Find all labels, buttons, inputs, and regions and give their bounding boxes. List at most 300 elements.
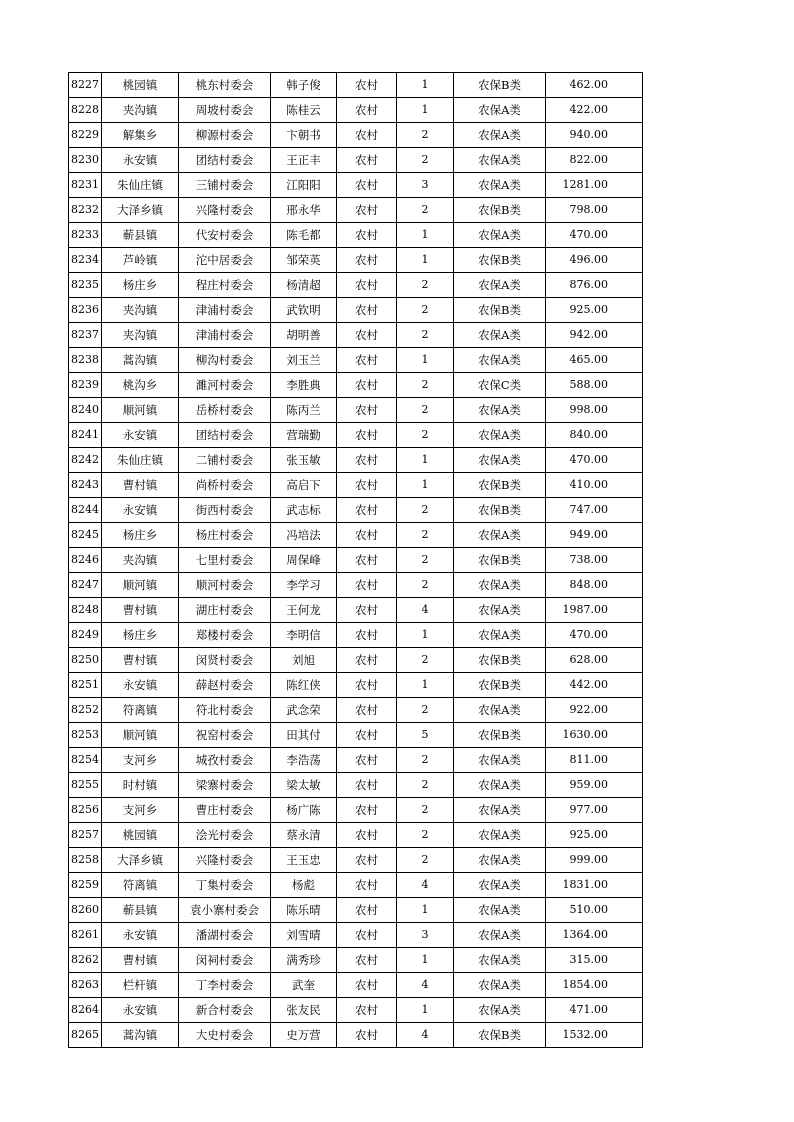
cell-row-number: 8248 <box>69 598 102 623</box>
cell-name: 刘玉兰 <box>271 348 337 373</box>
cell-area-type: 农村 <box>337 248 397 273</box>
cell-village-committee: 津浦村委会 <box>179 323 271 348</box>
table-row <box>69 823 643 848</box>
cell-insurance-category: 农保B类 <box>454 198 546 223</box>
cell-area-type: 农村 <box>337 823 397 848</box>
cell-name: 陈红侠 <box>271 673 337 698</box>
cell-household-count: 2 <box>397 573 454 598</box>
cell-village-committee: 浍光村委会 <box>179 823 271 848</box>
cell-village-committee: 柳源村委会 <box>179 123 271 148</box>
cell-row-number: 8263 <box>69 973 102 998</box>
cell-village-committee: 祝窑村委会 <box>179 723 271 748</box>
cell-row-number: 8247 <box>69 573 102 598</box>
cell-amount: 940.00 <box>546 123 643 148</box>
cell-area-type: 农村 <box>337 1023 397 1048</box>
cell-name: 王玉忠 <box>271 848 337 873</box>
cell-township: 蒿沟镇 <box>102 1023 179 1048</box>
cell-area-type: 农村 <box>337 773 397 798</box>
table-row <box>69 123 643 148</box>
cell-township: 曹村镇 <box>102 648 179 673</box>
cell-township: 桃园镇 <box>102 73 179 98</box>
cell-township: 蕲县镇 <box>102 898 179 923</box>
cell-row-number: 8257 <box>69 823 102 848</box>
cell-village-committee: 顺河村委会 <box>179 573 271 598</box>
cell-row-number: 8245 <box>69 523 102 548</box>
cell-row-number: 8232 <box>69 198 102 223</box>
cell-village-committee: 尚桥村委会 <box>179 473 271 498</box>
cell-household-count: 1 <box>397 348 454 373</box>
cell-village-committee: 三铺村委会 <box>179 173 271 198</box>
cell-area-type: 农村 <box>337 323 397 348</box>
cell-area-type: 农村 <box>337 698 397 723</box>
cell-name: 邹荣英 <box>271 248 337 273</box>
cell-township: 夹沟镇 <box>102 323 179 348</box>
cell-insurance-category: 农保B类 <box>454 648 546 673</box>
cell-household-count: 2 <box>397 398 454 423</box>
table-row <box>69 723 643 748</box>
cell-township: 支河乡 <box>102 798 179 823</box>
cell-area-type: 农村 <box>337 523 397 548</box>
table-row <box>69 273 643 298</box>
cell-township: 曹村镇 <box>102 598 179 623</box>
cell-insurance-category: 农保A类 <box>454 773 546 798</box>
cell-village-committee: 丁集村委会 <box>179 873 271 898</box>
cell-area-type: 农村 <box>337 898 397 923</box>
cell-insurance-category: 农保A类 <box>454 798 546 823</box>
cell-insurance-category: 农保B类 <box>454 73 546 98</box>
cell-insurance-category: 农保C类 <box>454 373 546 398</box>
cell-row-number: 8251 <box>69 673 102 698</box>
cell-household-count: 3 <box>397 173 454 198</box>
cell-village-committee: 兴隆村委会 <box>179 198 271 223</box>
cell-area-type: 农村 <box>337 98 397 123</box>
cell-area-type: 农村 <box>337 423 397 448</box>
cell-village-committee: 团结村委会 <box>179 148 271 173</box>
cell-village-committee: 梁寨村委会 <box>179 773 271 798</box>
table-row <box>69 373 643 398</box>
cell-household-count: 2 <box>397 848 454 873</box>
cell-amount: 959.00 <box>546 773 643 798</box>
table-row <box>69 1023 643 1048</box>
cell-name: 杨清超 <box>271 273 337 298</box>
cell-amount: 840.00 <box>546 423 643 448</box>
table-row <box>69 423 643 448</box>
cell-village-committee: 二铺村委会 <box>179 448 271 473</box>
cell-amount: 876.00 <box>546 273 643 298</box>
cell-household-count: 2 <box>397 148 454 173</box>
cell-insurance-category: 农保A类 <box>454 573 546 598</box>
cell-amount: 998.00 <box>546 398 643 423</box>
cell-household-count: 1 <box>397 473 454 498</box>
cell-area-type: 农村 <box>337 573 397 598</box>
cell-amount: 747.00 <box>546 498 643 523</box>
cell-amount: 410.00 <box>546 473 643 498</box>
cell-insurance-category: 农保B类 <box>454 298 546 323</box>
table-row <box>69 773 643 798</box>
table-row <box>69 298 643 323</box>
cell-insurance-category: 农保A类 <box>454 948 546 973</box>
cell-insurance-category: 农保B类 <box>454 473 546 498</box>
cell-area-type: 农村 <box>337 998 397 1023</box>
cell-village-committee: 兴隆村委会 <box>179 848 271 873</box>
cell-row-number: 8244 <box>69 498 102 523</box>
cell-row-number: 8256 <box>69 798 102 823</box>
cell-village-committee: 闵贤村委会 <box>179 648 271 673</box>
cell-row-number: 8235 <box>69 273 102 298</box>
table-row <box>69 248 643 273</box>
table-row <box>69 623 643 648</box>
table-row <box>69 98 643 123</box>
cell-insurance-category: 农保A类 <box>454 173 546 198</box>
cell-amount: 1831.00 <box>546 873 643 898</box>
cell-household-count: 2 <box>397 523 454 548</box>
cell-amount: 1630.00 <box>546 723 643 748</box>
table-row <box>69 448 643 473</box>
cell-row-number: 8252 <box>69 698 102 723</box>
cell-township: 符离镇 <box>102 873 179 898</box>
cell-area-type: 农村 <box>337 73 397 98</box>
cell-village-committee: 大史村委会 <box>179 1023 271 1048</box>
cell-township: 蕲县镇 <box>102 223 179 248</box>
cell-township: 桃园镇 <box>102 823 179 848</box>
cell-row-number: 8258 <box>69 848 102 873</box>
cell-row-number: 8241 <box>69 423 102 448</box>
cell-household-count: 1 <box>397 898 454 923</box>
cell-row-number: 8231 <box>69 173 102 198</box>
table-row <box>69 648 643 673</box>
cell-township: 芦岭镇 <box>102 248 179 273</box>
table-row <box>69 523 643 548</box>
cell-household-count: 2 <box>397 123 454 148</box>
cell-household-count: 3 <box>397 923 454 948</box>
cell-name: 张玉敏 <box>271 448 337 473</box>
cell-area-type: 农村 <box>337 948 397 973</box>
cell-amount: 470.00 <box>546 223 643 248</box>
cell-village-committee: 丁李村委会 <box>179 973 271 998</box>
cell-row-number: 8228 <box>69 98 102 123</box>
cell-village-committee: 城孜村委会 <box>179 748 271 773</box>
cell-row-number: 8259 <box>69 873 102 898</box>
cell-name: 江阳阳 <box>271 173 337 198</box>
cell-insurance-category: 农保B类 <box>454 248 546 273</box>
cell-township: 永安镇 <box>102 998 179 1023</box>
cell-village-committee: 团结村委会 <box>179 423 271 448</box>
cell-name: 武奎 <box>271 973 337 998</box>
cell-amount: 588.00 <box>546 373 643 398</box>
cell-amount: 442.00 <box>546 673 643 698</box>
cell-village-committee: 津浦村委会 <box>179 298 271 323</box>
cell-insurance-category: 农保A类 <box>454 923 546 948</box>
cell-household-count: 2 <box>397 548 454 573</box>
table-row <box>69 748 643 773</box>
cell-row-number: 8243 <box>69 473 102 498</box>
cell-township: 永安镇 <box>102 923 179 948</box>
data-table <box>68 72 643 1048</box>
cell-row-number: 8230 <box>69 148 102 173</box>
cell-name: 陈桂云 <box>271 98 337 123</box>
cell-area-type: 农村 <box>337 848 397 873</box>
cell-name: 陈丙兰 <box>271 398 337 423</box>
cell-insurance-category: 农保A类 <box>454 448 546 473</box>
cell-amount: 811.00 <box>546 748 643 773</box>
cell-row-number: 8249 <box>69 623 102 648</box>
cell-insurance-category: 农保B类 <box>454 723 546 748</box>
table-row <box>69 223 643 248</box>
cell-insurance-category: 农保A类 <box>454 998 546 1023</box>
cell-amount: 496.00 <box>546 248 643 273</box>
cell-name: 胡明善 <box>271 323 337 348</box>
cell-name: 张友民 <box>271 998 337 1023</box>
cell-name: 李学习 <box>271 573 337 598</box>
cell-amount: 977.00 <box>546 798 643 823</box>
cell-amount: 925.00 <box>546 298 643 323</box>
table-row <box>69 398 643 423</box>
cell-household-count: 1 <box>397 948 454 973</box>
cell-row-number: 8246 <box>69 548 102 573</box>
cell-household-count: 1 <box>397 248 454 273</box>
cell-row-number: 8254 <box>69 748 102 773</box>
cell-household-count: 4 <box>397 598 454 623</box>
cell-amount: 1854.00 <box>546 973 643 998</box>
cell-insurance-category: 农保A类 <box>454 623 546 648</box>
cell-name: 卞朝书 <box>271 123 337 148</box>
cell-household-count: 1 <box>397 73 454 98</box>
cell-name: 史万营 <box>271 1023 337 1048</box>
cell-township: 桃沟乡 <box>102 373 179 398</box>
cell-name: 梁太敏 <box>271 773 337 798</box>
cell-row-number: 8255 <box>69 773 102 798</box>
cell-row-number: 8262 <box>69 948 102 973</box>
table-row <box>69 923 643 948</box>
cell-name: 杨广陈 <box>271 798 337 823</box>
cell-name: 冯培法 <box>271 523 337 548</box>
cell-township: 杨庄乡 <box>102 273 179 298</box>
cell-village-committee: 曹庄村委会 <box>179 798 271 823</box>
cell-area-type: 农村 <box>337 123 397 148</box>
table-row <box>69 473 643 498</box>
cell-village-committee: 潘湖村委会 <box>179 923 271 948</box>
cell-name: 李胜典 <box>271 373 337 398</box>
cell-area-type: 农村 <box>337 973 397 998</box>
cell-name: 陈毛都 <box>271 223 337 248</box>
cell-amount: 949.00 <box>546 523 643 548</box>
cell-village-committee: 符北村委会 <box>179 698 271 723</box>
cell-township: 曹村镇 <box>102 473 179 498</box>
cell-amount: 1281.00 <box>546 173 643 198</box>
cell-insurance-category: 农保B类 <box>454 1023 546 1048</box>
cell-household-count: 4 <box>397 973 454 998</box>
cell-amount: 470.00 <box>546 623 643 648</box>
cell-row-number: 8253 <box>69 723 102 748</box>
cell-household-count: 2 <box>397 798 454 823</box>
cell-row-number: 8229 <box>69 123 102 148</box>
cell-amount: 738.00 <box>546 548 643 573</box>
cell-household-count: 2 <box>397 198 454 223</box>
cell-area-type: 农村 <box>337 148 397 173</box>
cell-village-committee: 杨庄村委会 <box>179 523 271 548</box>
cell-village-committee: 岳桥村委会 <box>179 398 271 423</box>
cell-area-type: 农村 <box>337 173 397 198</box>
cell-township: 时村镇 <box>102 773 179 798</box>
table-row <box>69 348 643 373</box>
cell-household-count: 2 <box>397 423 454 448</box>
cell-township: 符离镇 <box>102 698 179 723</box>
cell-township: 顺河镇 <box>102 398 179 423</box>
cell-name: 杨彪 <box>271 873 337 898</box>
cell-township: 夹沟镇 <box>102 298 179 323</box>
table-row <box>69 973 643 998</box>
cell-name: 武念荣 <box>271 698 337 723</box>
cell-insurance-category: 农保A类 <box>454 848 546 873</box>
table-row <box>69 848 643 873</box>
cell-township: 支河乡 <box>102 748 179 773</box>
cell-row-number: 8238 <box>69 348 102 373</box>
table-row <box>69 798 643 823</box>
cell-name: 王何龙 <box>271 598 337 623</box>
cell-amount: 999.00 <box>546 848 643 873</box>
cell-name: 韩子俊 <box>271 73 337 98</box>
cell-village-committee: 濉河村委会 <box>179 373 271 398</box>
cell-insurance-category: 农保B类 <box>454 548 546 573</box>
cell-row-number: 8261 <box>69 923 102 948</box>
cell-household-count: 4 <box>397 873 454 898</box>
cell-name: 满秀珍 <box>271 948 337 973</box>
cell-amount: 628.00 <box>546 648 643 673</box>
cell-insurance-category: 农保A类 <box>454 123 546 148</box>
cell-household-count: 2 <box>397 498 454 523</box>
cell-village-committee: 薛赵村委会 <box>179 673 271 698</box>
cell-amount: 462.00 <box>546 73 643 98</box>
cell-insurance-category: 农保A类 <box>454 698 546 723</box>
cell-area-type: 农村 <box>337 798 397 823</box>
cell-amount: 925.00 <box>546 823 643 848</box>
cell-village-committee: 袁小寨村委会 <box>179 898 271 923</box>
cell-area-type: 农村 <box>337 748 397 773</box>
cell-area-type: 农村 <box>337 348 397 373</box>
cell-area-type: 农村 <box>337 273 397 298</box>
cell-insurance-category: 农保A类 <box>454 598 546 623</box>
cell-row-number: 8242 <box>69 448 102 473</box>
cell-insurance-category: 农保A类 <box>454 398 546 423</box>
table-row <box>69 198 643 223</box>
cell-insurance-category: 农保A类 <box>454 423 546 448</box>
cell-insurance-category: 农保A类 <box>454 973 546 998</box>
table-row <box>69 598 643 623</box>
table-row <box>69 948 643 973</box>
cell-row-number: 8264 <box>69 998 102 1023</box>
cell-insurance-category: 农保A类 <box>454 223 546 248</box>
table-row <box>69 698 643 723</box>
cell-amount: 822.00 <box>546 148 643 173</box>
cell-amount: 510.00 <box>546 898 643 923</box>
table-body <box>69 73 643 1048</box>
cell-household-count: 1 <box>397 223 454 248</box>
cell-amount: 848.00 <box>546 573 643 598</box>
cell-row-number: 8260 <box>69 898 102 923</box>
cell-household-count: 2 <box>397 298 454 323</box>
cell-area-type: 农村 <box>337 298 397 323</box>
cell-township: 杨庄乡 <box>102 623 179 648</box>
cell-village-committee: 沱中居委会 <box>179 248 271 273</box>
cell-amount: 422.00 <box>546 98 643 123</box>
table-row <box>69 573 643 598</box>
table-row <box>69 73 643 98</box>
cell-township: 朱仙庄镇 <box>102 448 179 473</box>
cell-township: 栏杆镇 <box>102 973 179 998</box>
cell-row-number: 8240 <box>69 398 102 423</box>
cell-row-number: 8265 <box>69 1023 102 1048</box>
cell-area-type: 农村 <box>337 648 397 673</box>
cell-household-count: 1 <box>397 623 454 648</box>
cell-area-type: 农村 <box>337 723 397 748</box>
cell-household-count: 2 <box>397 373 454 398</box>
cell-area-type: 农村 <box>337 923 397 948</box>
cell-township: 顺河镇 <box>102 573 179 598</box>
cell-household-count: 2 <box>397 823 454 848</box>
cell-name: 周保峰 <box>271 548 337 573</box>
cell-household-count: 5 <box>397 723 454 748</box>
cell-name: 陈乐晴 <box>271 898 337 923</box>
cell-village-committee: 代安村委会 <box>179 223 271 248</box>
cell-row-number: 8237 <box>69 323 102 348</box>
cell-name: 邢永华 <box>271 198 337 223</box>
cell-name: 田其付 <box>271 723 337 748</box>
cell-township: 曹村镇 <box>102 948 179 973</box>
cell-township: 永安镇 <box>102 498 179 523</box>
cell-amount: 315.00 <box>546 948 643 973</box>
cell-insurance-category: 农保A类 <box>454 748 546 773</box>
cell-insurance-category: 农保A类 <box>454 898 546 923</box>
cell-area-type: 农村 <box>337 223 397 248</box>
cell-amount: 465.00 <box>546 348 643 373</box>
cell-amount: 1987.00 <box>546 598 643 623</box>
cell-township: 朱仙庄镇 <box>102 173 179 198</box>
cell-village-committee: 柳沟村委会 <box>179 348 271 373</box>
cell-amount: 1532.00 <box>546 1023 643 1048</box>
cell-village-committee: 新合村委会 <box>179 998 271 1023</box>
cell-insurance-category: 农保A类 <box>454 873 546 898</box>
table-row <box>69 998 643 1023</box>
cell-row-number: 8239 <box>69 373 102 398</box>
cell-household-count: 2 <box>397 773 454 798</box>
table-row <box>69 673 643 698</box>
cell-township: 解集乡 <box>102 123 179 148</box>
cell-row-number: 8233 <box>69 223 102 248</box>
cell-village-committee: 程庄村委会 <box>179 273 271 298</box>
cell-insurance-category: 农保A类 <box>454 523 546 548</box>
cell-household-count: 1 <box>397 673 454 698</box>
table-row <box>69 148 643 173</box>
cell-township: 蒿沟镇 <box>102 348 179 373</box>
cell-name: 高启下 <box>271 473 337 498</box>
cell-area-type: 农村 <box>337 198 397 223</box>
cell-amount: 798.00 <box>546 198 643 223</box>
cell-township: 大泽乡镇 <box>102 848 179 873</box>
cell-name: 刘旭 <box>271 648 337 673</box>
cell-township: 夹沟镇 <box>102 548 179 573</box>
table-row <box>69 873 643 898</box>
cell-insurance-category: 农保B类 <box>454 673 546 698</box>
cell-insurance-category: 农保A类 <box>454 98 546 123</box>
cell-name: 李浩荡 <box>271 748 337 773</box>
cell-village-committee: 周坡村委会 <box>179 98 271 123</box>
cell-amount: 942.00 <box>546 323 643 348</box>
cell-township: 永安镇 <box>102 148 179 173</box>
cell-name: 武钦明 <box>271 298 337 323</box>
cell-name: 营瑞勤 <box>271 423 337 448</box>
cell-area-type: 农村 <box>337 498 397 523</box>
cell-village-committee: 桃东村委会 <box>179 73 271 98</box>
